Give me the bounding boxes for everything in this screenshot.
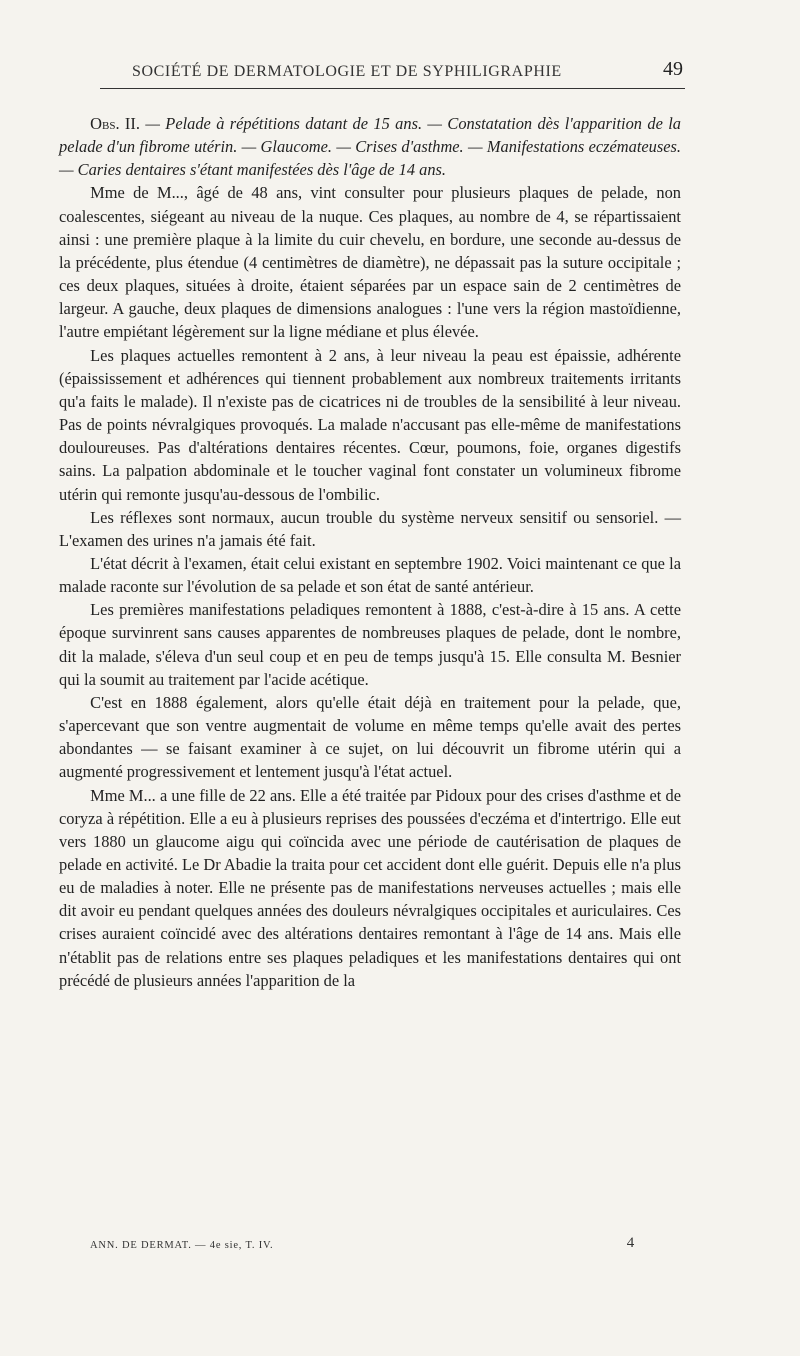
paragraph-6: C'est en 1888 également, alors qu'elle était déjà en traitement pour la pelade, que, s'apercevant que son ventre augmentait de volume en même temps qu'elle avait des pertes abondantes — se faisant examiner à ce sujet, on lui découvrit un fibrome utérin qui a augmenté progressivement et lentement jusqu'à l'état actuel. [59,692,681,782]
page-footer [90,1237,635,1257]
paragraph-4: L'état décrit à l'examen, était celui existant en septembre 1902. Voici maintenant ce que la malade raconte sur l'évolution de sa pelade et son état de santé antérieur. [59,553,681,597]
observation-heading [59,112,681,181]
running-header [100,58,685,89]
paragraph-3: Les réflexes sont normaux, aucun trouble du système nerveux sensitif ou sensoriel. — L'examen des urines n'a jamais été fait. [59,507,681,550]
observation-title: — Pelade à répétitions datant de 15 ans. — Constatation dès l'apparition de la pelade d'un fibrome utérin. — Glaucome. — Crises d'asthme. — Manifestations eczémateuses. — Caries dentaires s'étant manifestées dès l'âge de 14 ans. [59,114,681,180]
body-text [59,112,681,992]
journal-reference: ANN. DE DERMAT. — 4e sie, T. IV. [90,1240,274,1251]
page-number: 49 [663,58,683,80]
observation-label: Obs. II. [90,114,140,133]
paragraph-7: Mme M... a une fille de 22 ans. Elle a été traitée par Pidoux pour des crises d'asthme et de coryza à répétition. Elle a eu à plusieurs reprises des poussées d'eczéma et d'intertrigo. Elle eut vers 1880 un glaucome aigu qui coïncida avec une période de cautérisation de plaques de pelade en activité. Le Dr Abadie la traita pour cet accident dont elle guérit. Depuis elle n'a plus eu de maladies à noter. Elle ne présente pas de manifestations nerveuses actuelles ; mais elle dit avoir eu pendant quelques années des douleurs névralgiques occipitales et auriculaires. Ces crises auraient coïncidé avec des altérations dentaires remontant à l'âge de 14 ans. Mais elle n'établit pas de relations entre ses plaques peladiques et les manifestations dentaires qui ont précédé de plusieurs années l'apparition de la [59,785,681,990]
signature-mark: 4 [626,1235,635,1251]
paragraph-1: Mme de M..., âgé de 48 ans, vint consulter pour plusieurs plaques de pelade, non coalescentes, siégeant au niveau de la nuque. Ces plaques, au nombre de 4, se répartissaient ainsi : une première plaque à la limite du cuir chevelu, en bordure, une seconde au-dessus de la précédente, plus étendue (4 centimètres de diamètre), ne dépassait pas la suture occipitale ; ces deux plaques, situées à droite, étaient séparées par un espace sain de 2 centimètres de largeur. A gauche, deux plaques de dimensions analogues : l'une vers la région mastoïdienne, l'autre empiétant légèrement sur la ligne médiane et plus élevée. [59,183,681,342]
paragraph-2: Les plaques actuelles remontent à 2 ans, à leur niveau la peau est épaissie, adhérente (épaississement et adhérences qui tiennent probablement aux nombreux traitements irritants qu'a faits le malade). Il n'existe pas de cicatrices ni de troubles de la sensibilité à leur niveau. Pas de points névralgiques provoqués. La malade n'accusant pas elle-même de manifestations douloureuses. Pas d'altérations dentaires récentes. Cœur, poumons, foie, organes digestifs sains. La palpation abdominale et le toucher vaginal font constater un volumineux fibrome utérin qui remonte jusqu'au-dessous de l'ombilic. [59,345,681,504]
header-title: SOCIÉTÉ DE DERMATOLOGIE ET DE SYPHILIGRAPHIE [132,63,562,80]
paragraph-5: Les premières manifestations peladiques remontent à 1888, c'est-à-dire à 15 ans. A cette époque survinrent sans causes apparentes de nombreuses plaques de pelade, dont le nombre, dit la malade, s'éleva d'un seul coup et en peu de temps jusqu'à 15. Elle consulta M. Besnier qui la soumit au traitement par l'acide acétique. [59,600,681,689]
